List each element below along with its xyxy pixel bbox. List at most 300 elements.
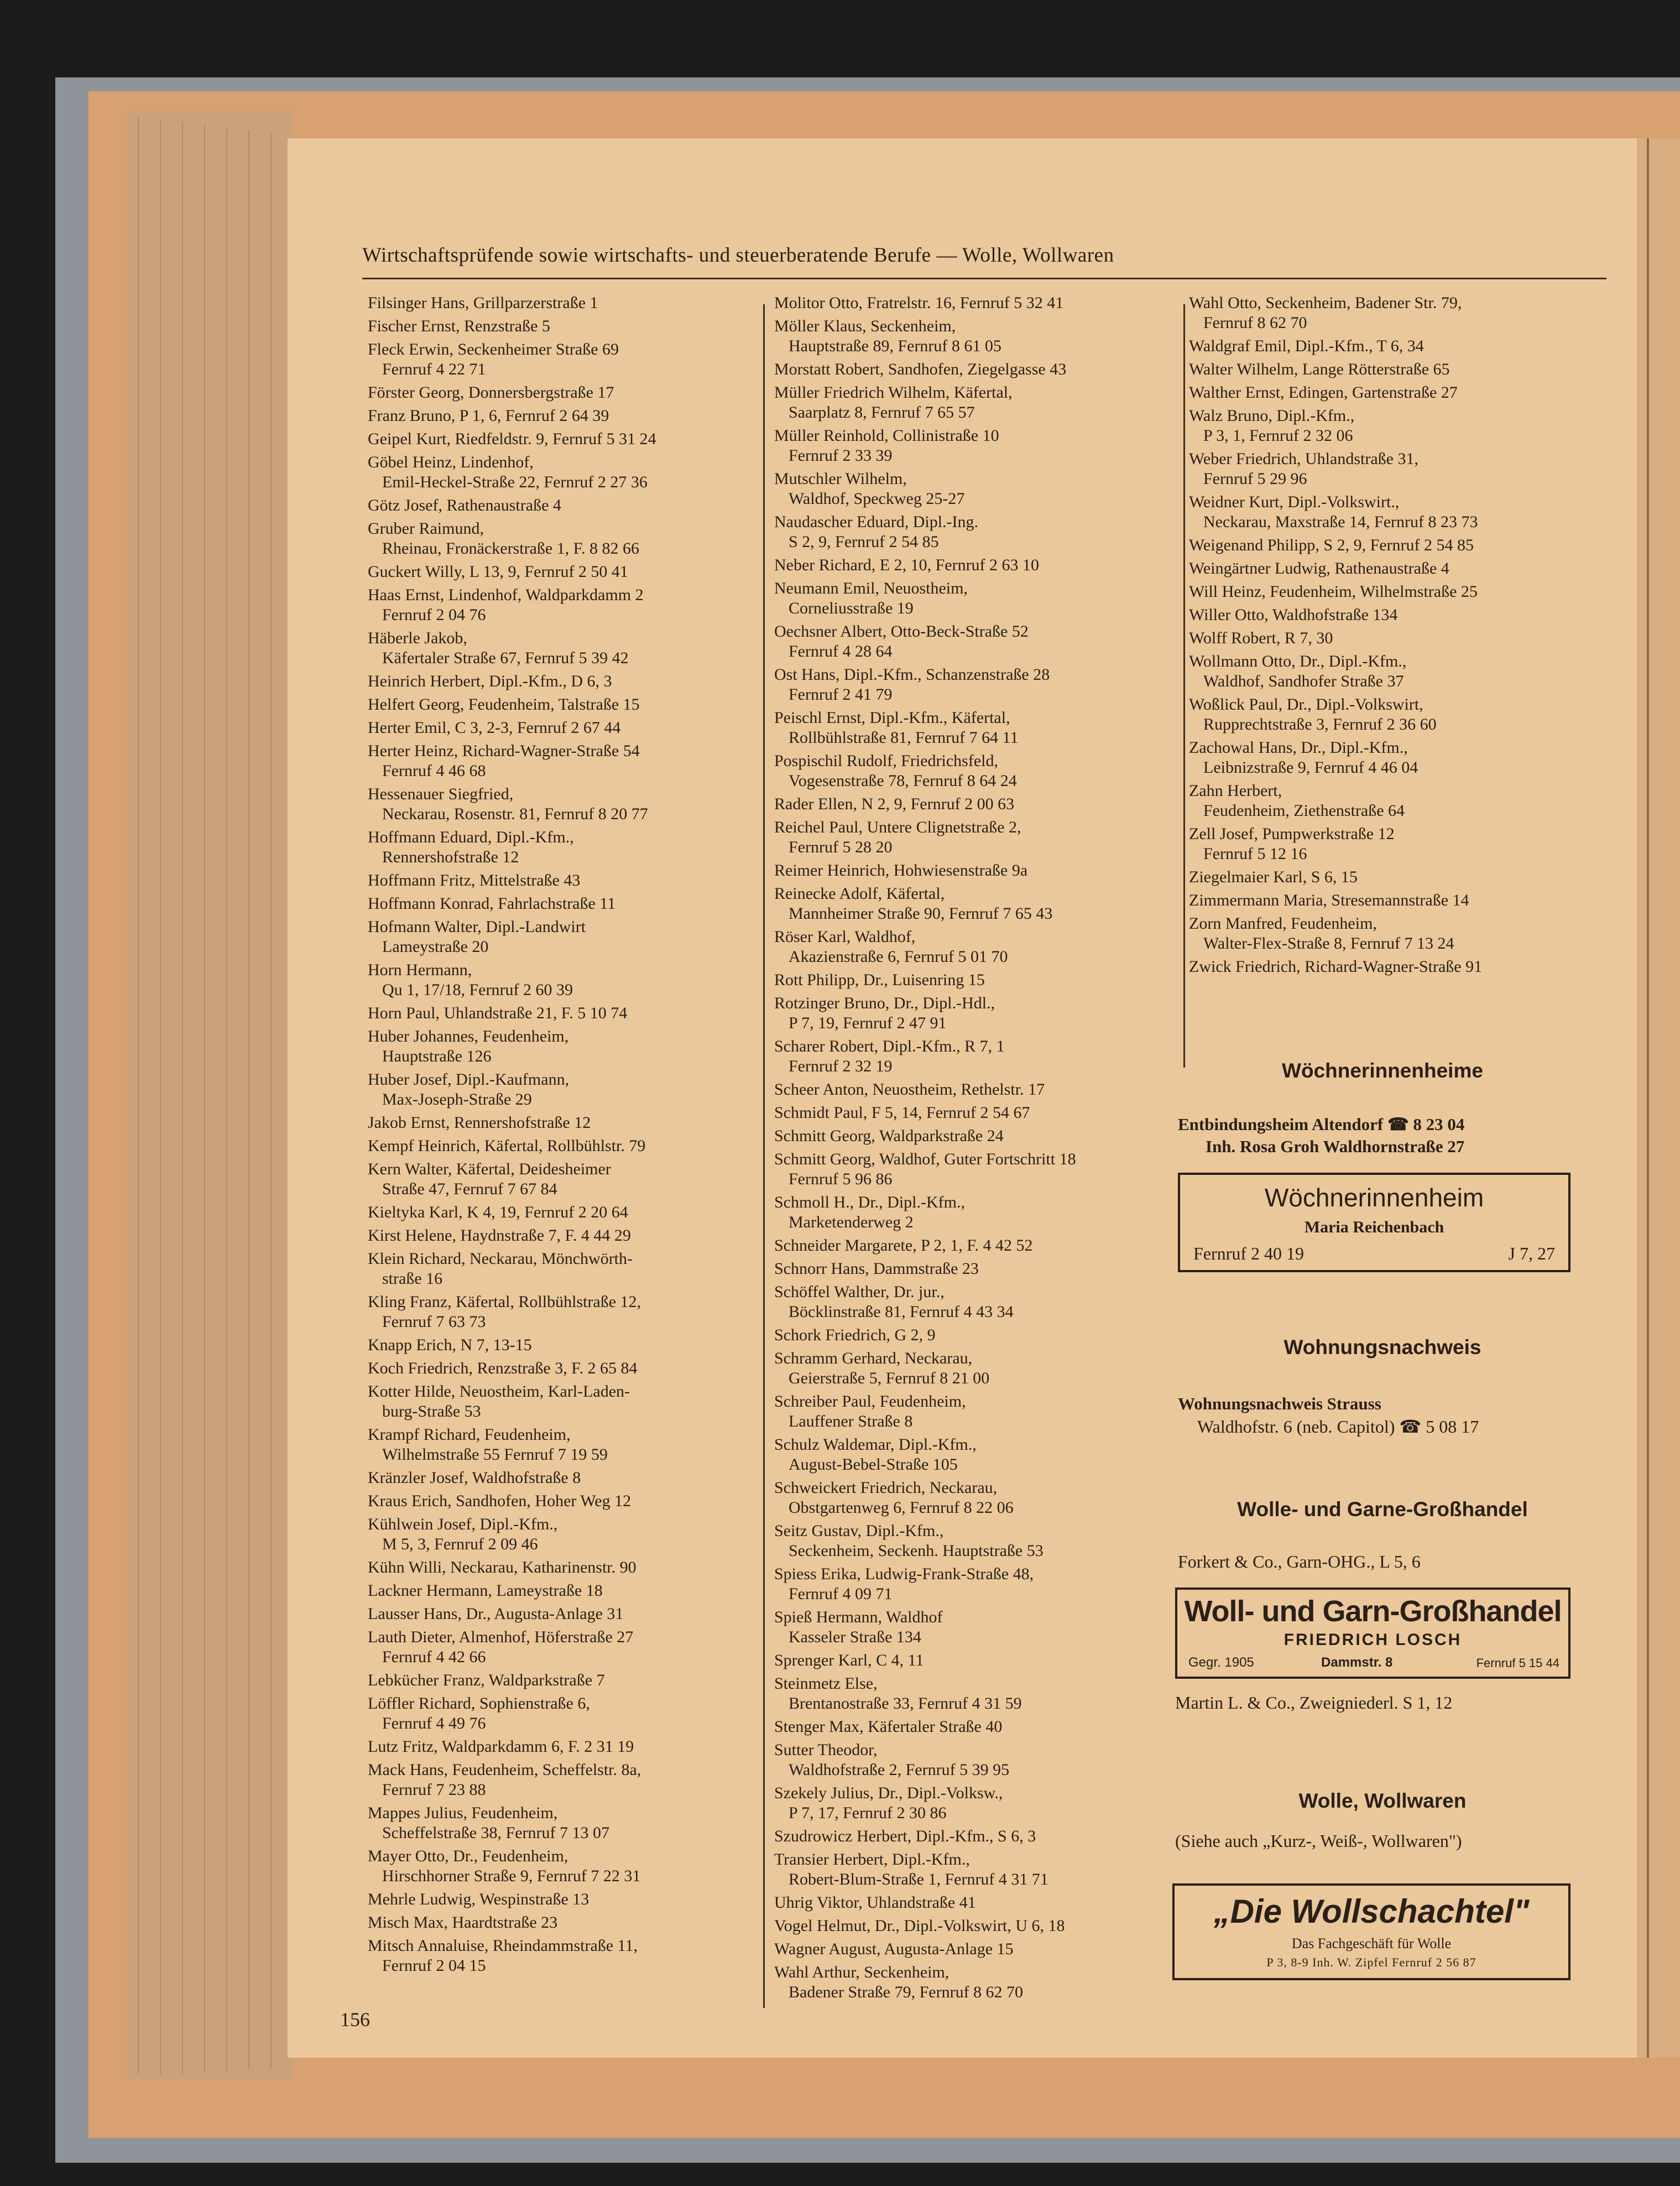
entry-line-2: Scheffelstraße 38, Fernruf 7 13 07: [382, 1824, 610, 1842]
directory-entry: [774, 1651, 1178, 1670]
entry-line-1: Weidner Kurt, Dipl.-Volkswirt.,: [1189, 493, 1400, 511]
directory-entry: [368, 1003, 755, 1023]
ad-woll-garn-founded: Gegr. 1905: [1188, 1655, 1254, 1670]
entry-line-1: Schramm Gerhard, Neckarau,: [774, 1349, 973, 1367]
directory-entry: [1189, 535, 1593, 555]
entry-line-1: Sutter Theodor,: [774, 1741, 878, 1759]
directory-entry: [774, 1939, 1178, 1959]
entry-line-1: Wahl Arthur, Seckenheim,: [774, 1963, 949, 1981]
directory-entry: [774, 1037, 1178, 1076]
directory-entry: [368, 1846, 755, 1886]
entry-line-1: Mack Hans, Feudenheim, Scheffelstr. 8a,: [368, 1761, 641, 1779]
entry-line-2: Marketenderweg 2: [789, 1213, 914, 1231]
entry-line-1: Neumann Emil, Neuostheim,: [774, 579, 968, 597]
directory-entry: [368, 429, 755, 449]
martin-line: Martin L. & Co., Zweigniederl. S 1, 12: [1175, 1693, 1453, 1713]
entry-line-1: Wagner August, Augusta-Anlage 15: [774, 1940, 1014, 1958]
entry-line-2: Fernruf 4 46 68: [382, 762, 486, 780]
entry-line-1: Zorn Manfred, Feudenheim,: [1189, 914, 1377, 933]
entry-line-1: Ziegelmaier Karl, S 6, 15: [1189, 868, 1358, 886]
entry-line-1: Mutschler Wilhelm,: [774, 470, 907, 488]
entry-line-2: P 3, 1, Fernruf 2 32 06: [1203, 426, 1353, 445]
directory-column-middle: [774, 293, 1178, 2006]
entry-line-1: Förster Georg, Donnersbergstraße 17: [368, 383, 614, 402]
entry-line-2: Lameystraße 20: [382, 938, 489, 956]
entry-line-1: Knapp Erich, N 7, 13-15: [368, 1336, 532, 1354]
directory-entry: [368, 784, 755, 824]
directory-entry: [368, 1558, 755, 1578]
directory-entry: [368, 1159, 755, 1199]
entry-line-1: Peischl Ernst, Dipl.-Kfm., Käfertal,: [774, 709, 1010, 727]
entry-line-2: Fernruf 2 04 15: [382, 1956, 486, 1975]
directory-entry: [774, 1783, 1178, 1823]
directory-entry: [368, 695, 755, 715]
entry-line-2: Mannheimer Straße 90, Fernruf 7 65 43: [789, 904, 1053, 923]
entry-line-1: Kühn Willi, Neckarau, Katharinenstr. 90: [368, 1558, 636, 1576]
entry-line-2: Fernruf 5 29 96: [1203, 470, 1307, 488]
directory-entry: [774, 970, 1178, 990]
directory-entry: [368, 1936, 755, 1976]
directory-entry: [368, 1913, 755, 1933]
entry-line-1: Molitor Otto, Fratrelstr. 16, Fernruf 5 32 41: [774, 294, 1064, 312]
entry-line-1: Kränzler Josef, Waldhofstraße 8: [368, 1469, 581, 1487]
entry-line-1: Lutz Fritz, Waldparkdamm 6, F. 2 31 19: [368, 1737, 634, 1756]
entry-line-2: Rollbühlstraße 81, Fernruf 7 64 11: [789, 728, 1019, 747]
entry-line-1: Vogel Helmut, Dr., Dipl.-Volkswirt, U 6, 18: [774, 1917, 1065, 1935]
directory-entry: [368, 585, 755, 625]
entry-line-1: Weingärtner Ludwig, Rathenaustraße 4: [1189, 559, 1449, 577]
directory-entry: [774, 1564, 1178, 1604]
directory-entry: [774, 1850, 1178, 1890]
directory-entry: [774, 1325, 1178, 1345]
directory-entry: [774, 1607, 1178, 1647]
entry-line-1: Morstatt Robert, Sandhofen, Ziegelgasse 43: [774, 360, 1067, 378]
directory-entry: [774, 993, 1178, 1033]
directory-entry: [368, 1760, 755, 1800]
ad-wollschachtel: [1172, 1883, 1571, 1980]
entry-line-1: Mappes Julius, Feudenheim,: [368, 1804, 558, 1822]
entry-line-2: Waldhof, Sandhofer Straße 37: [1203, 672, 1404, 690]
directory-entry: [368, 562, 755, 582]
directory-entry: [368, 960, 755, 1000]
directory-entry: [1189, 652, 1593, 691]
entry-line-2: Lauffener Straße 8: [789, 1412, 913, 1430]
directory-entry: [774, 708, 1178, 748]
entry-line-1: Schnorr Hans, Dammstraße 23: [774, 1259, 979, 1278]
entry-line-1: Huber Josef, Dipl.-Kaufmann,: [368, 1070, 570, 1089]
directory-entry: [1189, 336, 1593, 356]
directory-entry: [774, 622, 1178, 662]
entry-line-1: Hoffmann Fritz, Mittelstraße 43: [368, 871, 581, 889]
entry-line-1: Wahl Otto, Seckenheim, Badener Str. 79,: [1189, 294, 1462, 312]
directory-entry: [774, 794, 1178, 814]
entry-line-1: Zimmermann Maria, Stresemannstraße 14: [1189, 891, 1469, 909]
entry-line-1: Schweickert Friedrich, Neckarau,: [774, 1479, 998, 1497]
directory-entry: [368, 1514, 755, 1554]
directory-entry: [1189, 492, 1593, 532]
entry-line-1: Oechsner Albert, Otto-Beck-Straße 52: [774, 622, 1029, 641]
ad-woll-garn-street: Dammstr. 8: [1321, 1655, 1393, 1670]
entry-line-1: Lauth Dieter, Almenhof, Höferstraße 27: [368, 1628, 634, 1646]
entry-line-1: Weber Friedrich, Uhlandstraße 31,: [1189, 450, 1418, 468]
directory-entry: [774, 1963, 1178, 2002]
directory-entry: [368, 827, 755, 867]
entry-line-2: Fernruf 2 32 19: [789, 1057, 893, 1075]
directory-entry: [368, 1070, 755, 1110]
directory-entry: [1189, 957, 1593, 977]
entry-line-1: Häberle Jakob,: [368, 629, 467, 647]
wohnungsnachweis-line2: Waldhofstr. 6 (neb. Capitol) ☎ 5 08 17: [1197, 1417, 1479, 1436]
directory-entry: [774, 1259, 1178, 1279]
entry-line-1: Guckert Willy, L 13, 9, Fernruf 2 50 41: [368, 563, 628, 581]
directory-entry: [368, 519, 755, 559]
directory-entry: [774, 1740, 1178, 1780]
entry-line-1: Szekely Julius, Dr., Dipl.-Volksw.,: [774, 1784, 1003, 1802]
entry-line-2: Saarplatz 8, Fernruf 7 65 57: [789, 403, 975, 421]
entry-line-1: Spieß Hermann, Waldhof: [774, 1608, 943, 1626]
directory-entry: [368, 1737, 755, 1757]
entry-line-1: Schreiber Paul, Feudenheim,: [774, 1392, 966, 1411]
entry-line-1: Willer Otto, Waldhofstraße 134: [1189, 606, 1398, 624]
entry-line-2: Rennershofstraße 12: [382, 848, 519, 866]
directory-entry: [368, 1491, 755, 1511]
entry-line-2: Akazienstraße 6, Fernruf 5 01 70: [789, 948, 1008, 966]
entry-line-1: Scheer Anton, Neuostheim, Rethelstr. 17: [774, 1080, 1045, 1099]
entry-line-2: Rheinau, Fronäckerstraße 1, F. 8 82 66: [382, 539, 639, 558]
entry-line-2: Straße 47, Fernruf 7 67 84: [382, 1180, 557, 1198]
entry-line-1: Schmidt Paul, F 5, 14, Fernruf 2 54 67: [774, 1104, 1030, 1122]
directory-entry: [1189, 605, 1593, 625]
directory-entry: [1189, 695, 1593, 735]
directory-column-right: [1189, 293, 1593, 980]
entry-line-1: Gruber Raimund,: [368, 519, 484, 538]
directory-entry: [774, 1916, 1178, 1936]
directory-entry: [368, 496, 755, 516]
directory-entry: [774, 884, 1178, 924]
entry-line-2: Fernruf 5 28 20: [789, 838, 893, 856]
directory-entry: [774, 1126, 1178, 1146]
directory-entry: [1189, 582, 1593, 602]
directory-entry: [774, 1717, 1178, 1737]
ad-woechnerinnenheim: [1178, 1173, 1571, 1272]
entry-line-1: Hoffmann Konrad, Fahrlachstraße 11: [368, 894, 616, 913]
entry-line-2: Emil-Heckel-Straße 22, Fernruf 2 27 36: [382, 473, 648, 491]
directory-entry: [368, 871, 755, 891]
entry-line-2: August-Bebel-Straße 105: [789, 1455, 958, 1474]
entry-line-2: Geierstraße 5, Fernruf 8 21 00: [789, 1369, 990, 1387]
entry-line-2: Vogesenstraße 78, Fernruf 8 64 24: [789, 772, 1017, 790]
entry-line-2: Obstgartenweg 6, Fernruf 8 22 06: [789, 1498, 1014, 1517]
entry-line-1: Kling Franz, Käfertal, Rollbühlstraße 12,: [368, 1293, 641, 1311]
entry-line-1: Franz Bruno, P 1, 6, Fernruf 2 64 39: [368, 407, 609, 425]
entry-line-1: Seitz Gustav, Dipl.-Kfm.,: [774, 1522, 944, 1540]
directory-entry: [774, 1674, 1178, 1714]
entry-line-2: M 5, 3, Fernruf 2 09 46: [382, 1535, 538, 1553]
directory-entry: [1189, 781, 1593, 821]
directory-entry: [1189, 628, 1593, 648]
entry-line-2: Fernruf 4 28 64: [789, 642, 893, 660]
entry-line-2: Qu 1, 17/18, Fernruf 2 60 39: [382, 981, 573, 999]
entry-line-2: Kasseler Straße 134: [789, 1628, 921, 1646]
entry-line-1: Wolff Robert, R 7, 30: [1189, 629, 1333, 647]
directory-entry: [774, 1149, 1178, 1189]
entry-line-2: Corneliusstraße 19: [789, 599, 914, 617]
entry-line-1: Reinecke Adolf, Käfertal,: [774, 884, 945, 903]
entry-line-1: Haas Ernst, Lindenhof, Waldparkdamm 2: [368, 586, 644, 604]
entbindungsheim-line1: Entbindungsheim Altendorf ☎ 8 23 04: [1178, 1115, 1465, 1134]
entry-line-2: Fernruf 2 04 76: [382, 606, 486, 624]
entry-line-1: Fleck Erwin, Seckenheimer Straße 69: [368, 340, 619, 358]
column-divider-right: [1183, 304, 1185, 1068]
entry-line-1: Kirst Helene, Haydnstraße 7, F. 4 44 29: [368, 1226, 631, 1245]
entry-line-2: Käfertaler Straße 67, Fernruf 5 39 42: [382, 649, 629, 667]
entry-line-1: Horn Hermann,: [368, 961, 472, 979]
entry-line-1: Rott Philipp, Dr., Luisenring 15: [774, 971, 985, 989]
entry-line-1: Müller Friedrich Wilhelm, Käfertal,: [774, 383, 1013, 402]
entry-line-1: Schöffel Walther, Dr. jur.,: [774, 1283, 945, 1301]
entry-line-1: Filsinger Hans, Grillparzerstraße 1: [368, 294, 598, 312]
entry-line-2: P 7, 19, Fernruf 2 47 91: [789, 1014, 947, 1032]
forkert-line: Forkert & Co., Garn-OHG., L 5, 6: [1178, 1552, 1421, 1571]
directory-entry: [368, 1359, 755, 1378]
ad-woechnerinnenheim-address: J 7, 27: [1508, 1243, 1555, 1263]
directory-entry: [368, 1382, 755, 1422]
entry-line-2: Brentanostraße 33, Fernruf 4 31 59: [789, 1694, 1022, 1713]
entry-line-1: Geipel Kurt, Riedfeldstr. 9, Fernruf 5 31 24: [368, 430, 656, 448]
directory-entry: [774, 818, 1178, 857]
directory-entry: [774, 1236, 1178, 1256]
ad-woll-garn-title: Woll- und Garn-Großhandel: [1184, 1595, 1562, 1628]
entry-line-1: Hofmann Walter, Dipl.-Landwirt: [368, 918, 586, 936]
entry-line-2: Leibnizstraße 9, Fernruf 4 46 04: [1203, 758, 1418, 777]
directory-entry: [368, 917, 755, 957]
entry-line-2: Hirschhorner Straße 9, Fernruf 7 22 31: [382, 1867, 641, 1885]
entry-line-1: Walther Ernst, Edingen, Gartenstraße 27: [1189, 383, 1458, 402]
directory-entry: [368, 1468, 755, 1488]
entry-line-2: straße 16: [382, 1269, 443, 1288]
directory-entry: [774, 426, 1178, 466]
entry-line-1: Lackner Hermann, Lameystraße 18: [368, 1581, 603, 1600]
directory-entry: [368, 1203, 755, 1222]
book-page: [290, 149, 1648, 2052]
directory-entry: [774, 1826, 1178, 1846]
directory-entry: [368, 1425, 755, 1465]
directory-entry: [1189, 891, 1593, 910]
entry-line-1: Naudascher Eduard, Dipl.-Ing.: [774, 513, 979, 531]
entry-line-1: Schmoll H., Dr., Dipl.-Kfm.,: [774, 1193, 965, 1211]
section-title-wolle-wollwaren: Wolle, Wollwaren: [1298, 1789, 1467, 1812]
entry-line-1: Kempf Heinrich, Käfertal, Rollbühlstr. 79: [368, 1137, 646, 1155]
entry-line-1: Uhrig Viktor, Uhlandstraße 41: [774, 1893, 976, 1912]
entry-line-1: Fischer Ernst, Renzstraße 5: [368, 317, 550, 335]
directory-entry: [774, 469, 1178, 509]
directory-entry: [368, 894, 755, 914]
directory-entry: [368, 1890, 755, 1909]
entry-line-2: Rupprechtstraße 3, Fernruf 2 36 60: [1203, 715, 1437, 733]
directory-entry: [1189, 449, 1593, 489]
page-number: 156: [340, 2008, 370, 2031]
entry-line-1: Heinrich Herbert, Dipl.-Kfm., D 6, 3: [368, 672, 612, 690]
directory-entry: [1189, 867, 1593, 887]
entry-line-1: Waldgraf Emil, Dipl.-Kfm., T 6, 34: [1189, 337, 1424, 355]
entry-line-1: Göbel Heinz, Lindenhof,: [368, 453, 534, 471]
entry-line-2: Robert-Blum-Straße 1, Fernruf 4 31 71: [789, 1870, 1048, 1888]
entry-line-2: Fernruf 7 63 73: [382, 1313, 486, 1331]
directory-entry: [1189, 824, 1593, 864]
entry-line-2: Fernruf 8 62 70: [1203, 314, 1307, 332]
entry-line-2: Waldhofstraße 2, Fernruf 5 39 95: [789, 1761, 1010, 1779]
entry-line-2: burg-Straße 53: [382, 1402, 481, 1420]
directory-entry: [368, 628, 755, 668]
directory-entry: [1189, 559, 1593, 579]
directory-entry: [774, 1893, 1178, 1913]
entry-line-1: Klein Richard, Neckarau, Mönchwörth-: [368, 1250, 633, 1268]
directory-entry: [368, 316, 755, 336]
directory-entry: [368, 383, 755, 403]
directory-entry: [774, 1478, 1178, 1518]
directory-entry: [368, 406, 755, 426]
directory-entry: [368, 1335, 755, 1355]
entry-line-1: Sprenger Karl, C 4, 11: [774, 1651, 924, 1669]
ad-wollschachtel-title: „Die Wollschachtel": [1213, 1893, 1530, 1930]
entry-line-2: Fernruf 7 23 88: [382, 1781, 486, 1799]
entry-line-1: Herter Heinz, Richard-Wagner-Straße 54: [368, 742, 640, 760]
entry-line-1: Jakob Ernst, Rennershofstraße 12: [368, 1113, 591, 1132]
entry-line-1: Zell Josef, Pumpwerkstraße 12: [1189, 825, 1395, 843]
directory-entry: [368, 1803, 755, 1843]
entry-line-1: Löffler Richard, Sophienstraße 6,: [368, 1694, 590, 1713]
ad-woechnerinnenheim-title: Wöchnerinnenheim: [1264, 1183, 1484, 1212]
entry-line-2: Hauptstraße 89, Fernruf 8 61 05: [789, 337, 1001, 355]
entry-line-1: Neber Richard, E 2, 10, Fernruf 2 63 10: [774, 556, 1040, 574]
entry-line-1: Schmitt Georg, Waldparkstraße 24: [774, 1127, 1004, 1145]
entry-line-1: Zachowal Hans, Dr., Dipl.-Kfm.,: [1189, 738, 1408, 757]
directory-entry: [774, 665, 1178, 705]
entry-line-1: Mayer Otto, Dr., Feudenheim,: [368, 1847, 568, 1865]
entry-line-1: Rader Ellen, N 2, 9, Fernruf 2 00 63: [774, 795, 1015, 813]
entry-line-2: S 2, 9, Fernruf 2 54 85: [789, 533, 939, 551]
entry-line-1: Schulz Waldemar, Dipl.-Kfm.,: [774, 1435, 977, 1454]
entry-line-1: Reichel Paul, Untere Clignetstraße 2,: [774, 818, 1021, 836]
entry-line-2: Badener Straße 79, Fernruf 8 62 70: [789, 1983, 1024, 2001]
directory-entry: [774, 512, 1178, 552]
page-header: Wirtschaftsprüfende sowie wirtschafts- und steuerberatende Berufe — Wolle, Wollwaren: [362, 244, 1114, 267]
directory-entry: [774, 579, 1178, 618]
ad-wollschachtel-line: P 3, 8-9 Inh. W. Zipfel Fernruf 2 56 87: [1266, 1955, 1476, 1969]
directory-entry: [368, 672, 755, 691]
column-divider-left: [763, 304, 765, 2008]
directory-entry: [368, 293, 755, 313]
entry-line-1: Kern Walter, Käfertal, Deidesheimer: [368, 1160, 611, 1178]
entry-line-1: Transier Herbert, Dipl.-Kfm.,: [774, 1850, 970, 1868]
directory-entry: [368, 1581, 755, 1601]
entry-line-1: Spiess Erika, Ludwig-Frank-Straße 48,: [774, 1565, 1034, 1583]
entry-line-1: Zahn Herbert,: [1189, 782, 1282, 800]
directory-entry: [1189, 914, 1593, 954]
header-rule: [362, 278, 1606, 279]
entry-line-1: Mitsch Annaluise, Rheindammstraße 11,: [368, 1937, 638, 1955]
entry-line-1: Röser Karl, Waldhof,: [774, 928, 916, 946]
directory-entry: [368, 741, 755, 781]
directory-entry: [368, 1604, 755, 1624]
entry-line-1: Schneider Margarete, P 2, 1, F. 4 42 52: [774, 1236, 1033, 1255]
entry-line-1: Stenger Max, Käfertaler Straße 40: [774, 1717, 1003, 1736]
directory-entry: [774, 751, 1178, 791]
entry-line-2: Fernruf 4 22 71: [382, 360, 486, 378]
wollwaren-see-also: (Siehe auch „Kurz-, Weiß-, Wollwaren"): [1175, 1831, 1462, 1851]
directory-entry: [1189, 360, 1593, 379]
directory-entry: [368, 1627, 755, 1667]
directory-entry: [368, 1670, 755, 1690]
entry-line-1: Hoffmann Eduard, Dipl.-Kfm.,: [368, 828, 574, 846]
entry-line-1: Lebkücher Franz, Waldparkstraße 7: [368, 1671, 605, 1689]
ad-woechnerinnenheim-phone: Fernruf 2 40 19: [1193, 1243, 1304, 1263]
wohnungsnachweis-line1: Wohnungsnachweis Strauss: [1178, 1394, 1381, 1413]
directory-entry: [774, 1103, 1178, 1123]
entry-line-1: Kraus Erich, Sandhofen, Hoher Weg 12: [368, 1492, 632, 1510]
entry-line-2: P 7, 17, Fernruf 2 30 86: [789, 1804, 947, 1822]
directory-entry: [368, 1694, 755, 1734]
entry-line-1: Walz Bruno, Dipl.-Kfm.,: [1189, 407, 1355, 425]
entry-line-2: Waldhof, Speckweg 25-27: [789, 490, 965, 508]
entry-line-2: Fernruf 4 09 71: [789, 1585, 893, 1603]
directory-entry: [774, 1080, 1178, 1100]
entry-line-1: Herter Emil, C 3, 2-3, Fernruf 2 67 44: [368, 719, 621, 737]
directory-entry: [1189, 406, 1593, 446]
entry-line-1: Steinmetz Else,: [774, 1674, 878, 1693]
ad-wollschachtel-sub: Das Fachgeschäft für Wolle: [1291, 1935, 1452, 1951]
entry-line-2: Neckarau, Maxstraße 14, Fernruf 8 23 73: [1203, 513, 1478, 531]
directory-entry: [1189, 293, 1593, 333]
directory-entry: [774, 293, 1178, 313]
directory-entry: [774, 1349, 1178, 1388]
entry-line-1: Ost Hans, Dipl.-Kfm., Schanzenstraße 28: [774, 665, 1050, 684]
directory-entry: [774, 316, 1178, 356]
entry-line-1: Lausser Hans, Dr., Augusta-Anlage 31: [368, 1605, 624, 1623]
entbindungsheim-line2: Inh. Rosa Groh Waldhornstraße 27: [1206, 1137, 1465, 1156]
entry-line-1: Pospischil Rudolf, Friedrichsfeld,: [774, 752, 998, 770]
entry-line-2: Fernruf 5 96 86: [789, 1170, 893, 1188]
ad-woll-garn-grosshandel: [1175, 1588, 1571, 1679]
directory-entry: [368, 1113, 755, 1133]
directory-entry: [368, 718, 755, 738]
entry-line-1: Krampf Richard, Feudenheim,: [368, 1425, 571, 1444]
entry-line-2: Walter-Flex-Straße 8, Fernruf 7 13 24: [1203, 934, 1454, 953]
directory-entry: [774, 927, 1178, 967]
entry-line-1: Koch Friedrich, Renzstraße 3, F. 2 65 84: [368, 1359, 638, 1377]
section-title-wohnungsnachweis: Wohnungsnachweis: [1284, 1336, 1481, 1359]
directory-entry: [774, 1435, 1178, 1475]
directory-entry: [368, 452, 755, 492]
directory-entry: [368, 1249, 755, 1289]
entry-line-1: Misch Max, Haardtstraße 23: [368, 1913, 558, 1932]
entry-line-1: Wollmann Otto, Dr., Dipl.-Kfm.,: [1189, 652, 1407, 670]
directory-entry: [774, 1282, 1178, 1322]
entry-line-1: Zwick Friedrich, Richard-Wagner-Straße 91: [1189, 957, 1483, 976]
entry-line-1: Will Heinz, Feudenheim, Wilhelmstraße 25: [1189, 582, 1478, 601]
directory-entry: [368, 1292, 755, 1332]
entry-line-1: Weigenand Philipp, S 2, 9, Fernruf 2 54 85: [1189, 536, 1474, 554]
entry-line-1: Schmitt Georg, Waldhof, Guter Fortschritt 18: [774, 1150, 1076, 1168]
directory-entry: [1189, 383, 1593, 403]
directory-entry: [774, 861, 1178, 881]
directory-entry: [368, 340, 755, 379]
entry-line-1: Kieltyka Karl, K 4, 19, Fernruf 2 20 64: [368, 1203, 628, 1221]
entry-line-2: Fernruf 4 42 66: [382, 1648, 486, 1666]
entry-line-1: Mehrle Ludwig, Wespinstraße 13: [368, 1890, 589, 1908]
entry-line-1: Scharer Robert, Dipl.-Kfm., R 7, 1: [774, 1037, 1005, 1055]
entry-line-2: Seckenheim, Seckenh. Hauptstraße 53: [789, 1542, 1044, 1560]
